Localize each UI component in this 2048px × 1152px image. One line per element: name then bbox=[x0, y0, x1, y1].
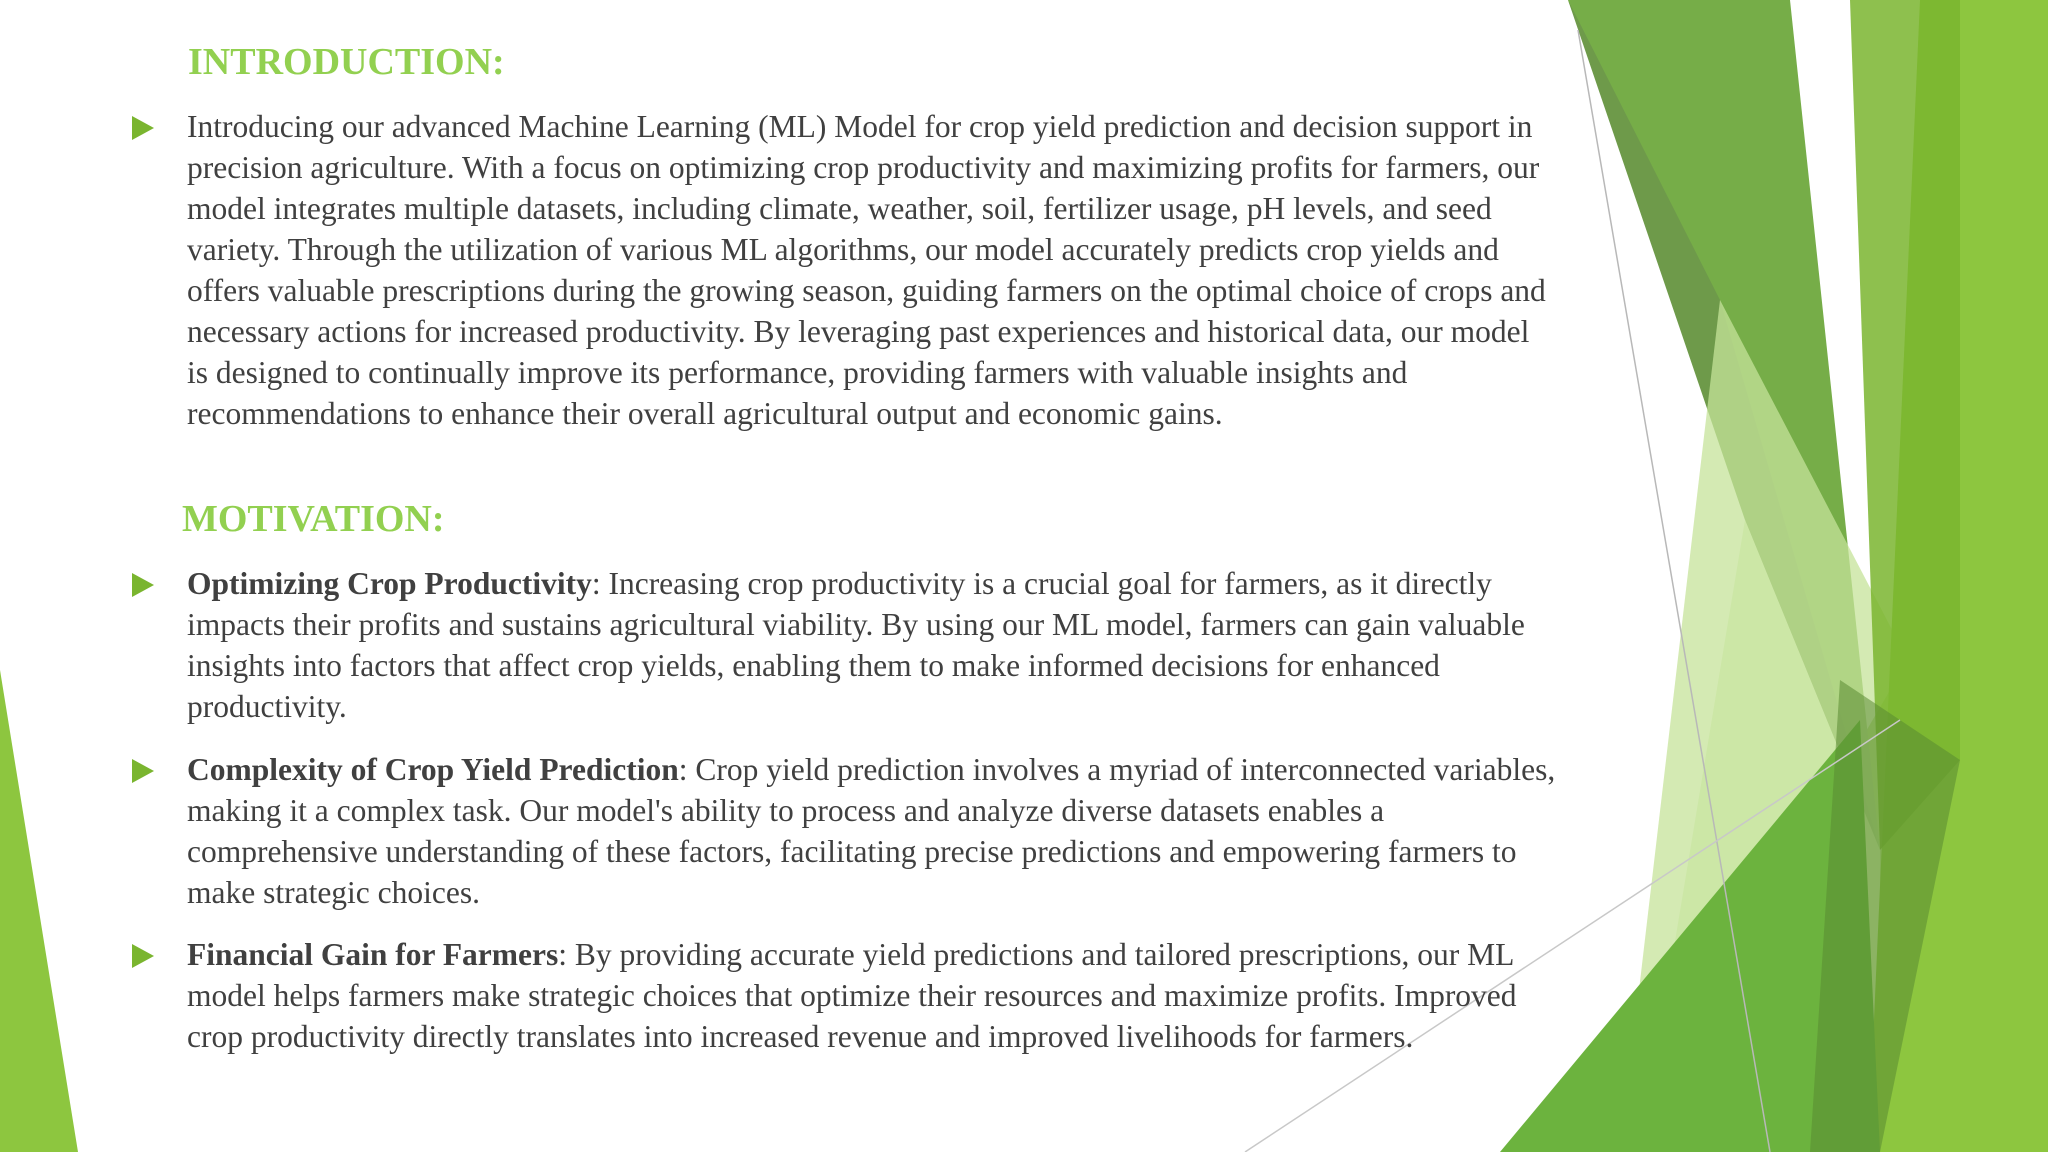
motivation-item-3-title: Financial Gain for Farmers bbox=[187, 937, 559, 972]
motivation-item-3-text: : By providing accurate yield predictions and tailored prescriptions, our ML model helps farmers make strategic choices that optimize their resources and maximize profits. Improved crop productivity directly translates into increased revenue and improved livelihoods for farmers. bbox=[187, 937, 1517, 1054]
triangle-right-icon bbox=[132, 116, 154, 140]
motivation-item-2-title: Complexity of Crop Yield Prediction bbox=[187, 752, 679, 787]
motivation-item-2-text: : Crop yield prediction involves a myriad of interconnected variables, making it a complex task. Our model's ability to process and analyze diverse datasets enables a comprehensive understanding of these factors, facilitating precise predictions and empowering farmers to make strategic choices. bbox=[187, 752, 1556, 910]
triangle-right-icon bbox=[132, 759, 154, 783]
triangle-right-icon bbox=[132, 573, 154, 597]
motivation-heading: MOTIVATION: bbox=[182, 498, 445, 540]
motivation-item-1-title: Optimizing Crop Productivity bbox=[187, 566, 592, 601]
motivation-item-1 bbox=[187, 563, 1557, 727]
introduction-heading: INTRODUCTION: bbox=[188, 41, 505, 83]
motivation-item-3 bbox=[187, 934, 1557, 1057]
introduction-paragraph: Introducing our advanced Machine Learning (ML) Model for crop yield prediction and decision support in precision agriculture. With a focus on optimizing crop productivity and maximizing profits for farmers, our model integrates multiple datasets, including climate, weather, soil, fertilizer usage, pH levels, and seed variety. Through the utilization of various ML algorithms, our model accurately predicts crop yields and offers valuable prescriptions during the growing season, guiding farmers on the optimal choice of crops and necessary actions for increased productivity. By leveraging past experiences and historical data, our model is designed to continually improve its performance, providing farmers with valuable insights and recommendations to enhance their overall agricultural output and economic gains. bbox=[187, 109, 1546, 431]
left-green-sliver bbox=[0, 670, 78, 1152]
motivation-item-2 bbox=[187, 749, 1557, 913]
motivation-item-1-text: : Increasing crop productivity is a crucial goal for farmers, as it directly impacts their profits and sustains agricultural viability. By using our ML model, farmers can gain valuable insights into factors that affect crop yields, enabling them to make informed decisions for enhanced productivity. bbox=[187, 566, 1525, 724]
triangle-right-icon bbox=[132, 944, 154, 968]
